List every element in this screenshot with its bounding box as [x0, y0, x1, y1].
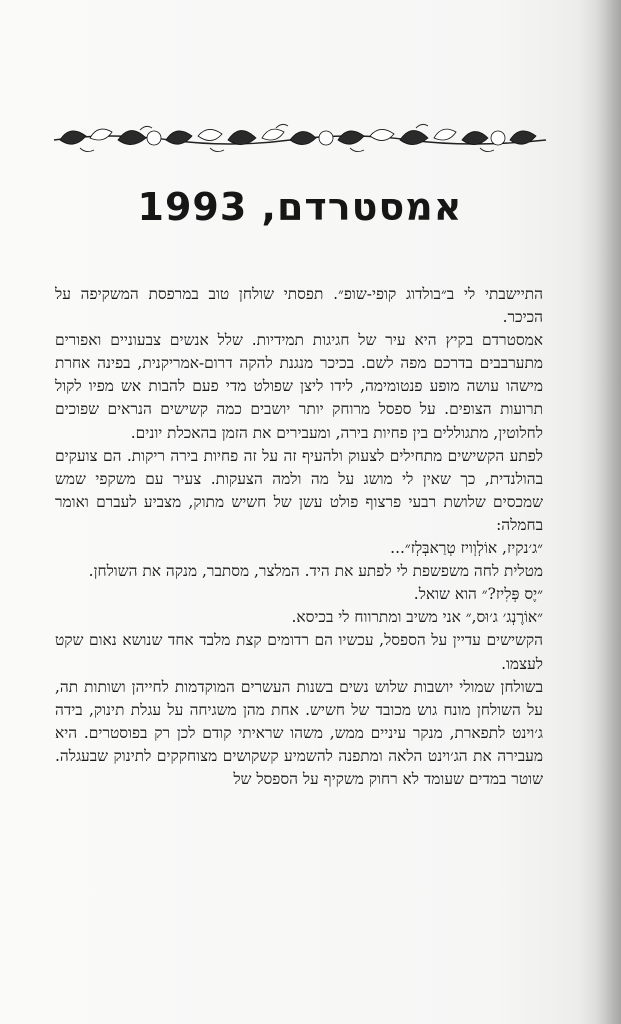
paragraph: אמסטרדם בקיץ היא עיר של חגיגות תמידיות. שלל אנשים צבעוניים ואפורים מתערבבים בדרכם מפה לשם. בכיכר מנגנת להקה דרום-אמריקנית, בפינה אחרת מישהו עושה מופע פנטומימה, לידו ליצן שפולט מדי פעם להבות אש מפיו לקול תרועות הצופים. על ספסל מרוחק יותר יושבים כמה קשישים הנראים שפוכים לחלוטין, מתגוללים בין פחיות בירה, ומעבירים את הזמן בהאכלת יונים. [55, 331, 543, 442]
leaf-vine-ornament-icon [50, 118, 550, 158]
quote-line: ״ג׳נקיז, אוֹלְוְויז טְרַאבְּלְז״... [390, 539, 543, 558]
chapter-body [55, 283, 543, 791]
paragraph: בשולחן שמולי יושבות שלוש נשים בשנות העשרים המוקדמות לחייהן ושותות תה, על השולחן מונח גוש מכובד של חשיש. אחת מהן משגיחה על עגלת תינוק, בידה ג׳וינט לתפארת, מנקר עיניים ממש, משהו שראיתי קודם לכן רק בפוסטרים. היא מעבירה את הג׳וינט הלאה ומתפנה להשמיע קשקושים מצוחקקים לתינוק שבעגלה. שוטר במדים שעומד לא רחוק משקיף על הספסל של [55, 677, 543, 788]
paragraph: התיישבתי לי ב״בולדוג קופי-שופ״. תפסתי שולחן טוב במרפסת המשקיפה על הכיכר. [55, 285, 543, 327]
quote-line: ״אוֹרֶנְג׳ ג׳וּס,״ אני משיב ומתרווח לי בכיסא. [291, 608, 543, 627]
chapter-title: אמסטרדם, 1993 [137, 185, 463, 229]
quote-line: ״יֶס פְּלִיז?״ הוא שואל. [413, 585, 543, 604]
paragraph: מטלית לחה משפשפת לי לפתע את היד. המלצר, מסתבר, מנקה את השולחן. [88, 562, 543, 581]
paragraph: לפתע הקשישים מתחילים לצעוק ולהעיף זה על זה פחיות בירה ריקות. הם צועקים בהולנדית, כך שאין לי מושג על מה ולמה הצעקות. צעיר עם משקפי שמש שמכסים שלושת רבעי פרצוף פולט עשן של חשיש מתוק, מצביע לעברם ואומר בחמלה: [55, 446, 543, 534]
page-spine-shadow [595, 0, 621, 1024]
paragraph: הקשישים עדיין על הספסל, עכשיו הם רדומים קצת מלבד אחד שנושא נאום שקט לעצמו. [55, 631, 543, 673]
